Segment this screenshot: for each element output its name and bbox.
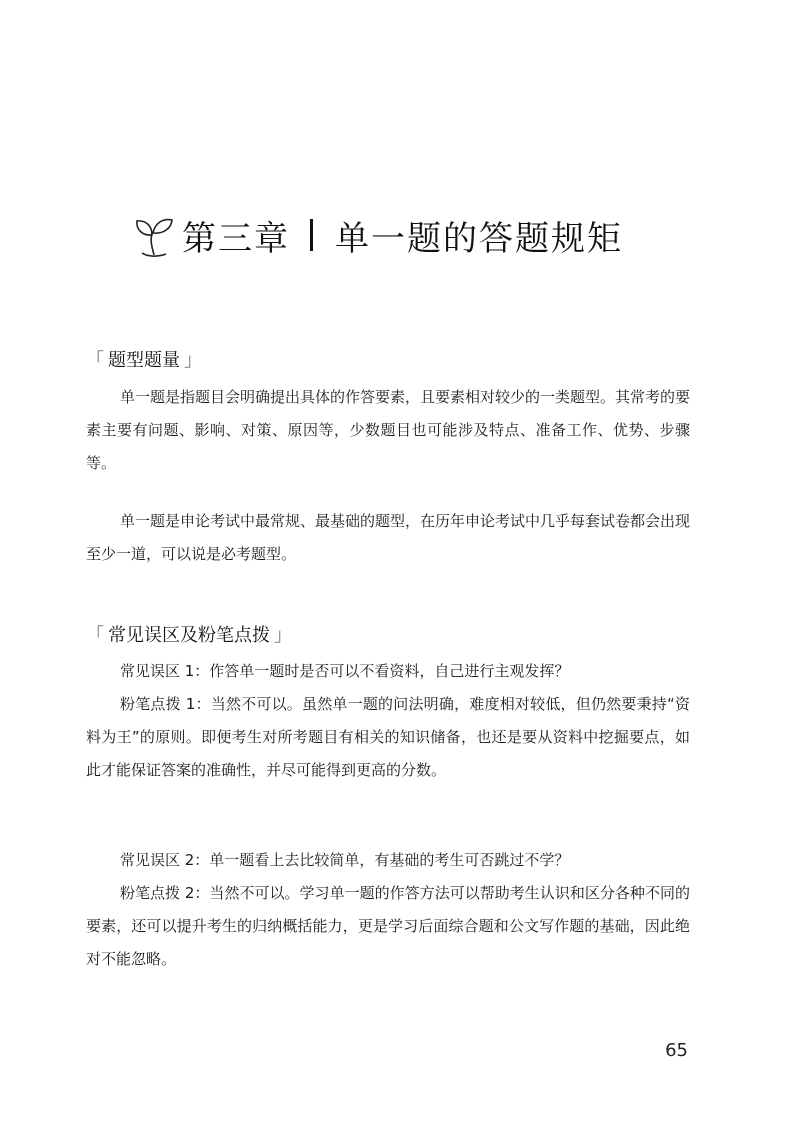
chapter-heading [128,205,623,265]
tip-1: 粉笔点拨 1：当然不可以。虽然单一题的问法明确，难度相对较低，但仍然要秉持“资料为王”的原则。即便考生对所考题目有相关的知识储备，也还是要从资料中挖掘要点，如此才能保证答案的准确性，并尽可能得到更高的分数。 [86,695,690,779]
open-bracket-glyph: 「 [86,350,104,371]
page-number: 65 [665,1040,688,1061]
chapter-title: 单一题的答题规矩 [335,218,623,259]
paragraph: 单一题是指题目会明确提出具体的作答要素，且要素相对较少的一类题型。其常考的要素主要有问题、影响、对策、原因等，少数题目也可能涉及特点、准备工作、优势、步骤等。 [86,388,691,472]
section-heading-question-type [86,346,202,372]
tip-2: 粉笔点拨 2：当然不可以。学习单一题的作答方法可以帮助考生认识和区分各种不同的要素，还可以提升考生的归纳概括能力，更是学习后面综合题和公文写作题的基础，因此绝对不能忽略。 [86,884,690,968]
chapter-divider [310,219,313,251]
close-bracket-glyph: 」 [274,625,292,646]
open-bracket-glyph: 「 [86,625,104,646]
close-bracket-glyph: 」 [184,350,202,371]
section-heading-text: 常见误区及粉笔点拨 [108,625,270,646]
section-heading-text: 题型题量 [108,350,180,371]
misconception-1: 常见误区 1：作答单一题时是否可以不看资料，自己进行主观发挥？ [120,662,570,680]
misconception-2: 常见误区 2：单一题看上去比较简单，有基础的考生可否跳过不学？ [120,851,570,869]
paragraph: 单一题是申论考试中最常规、最基础的题型，在历年申论考试中几乎每套试卷都会出现至少一道，可以说是必考题型。 [86,512,691,563]
section-heading-misconceptions [86,621,292,647]
sprout-icon [128,209,180,261]
chapter-number: 第三章 [182,218,290,259]
